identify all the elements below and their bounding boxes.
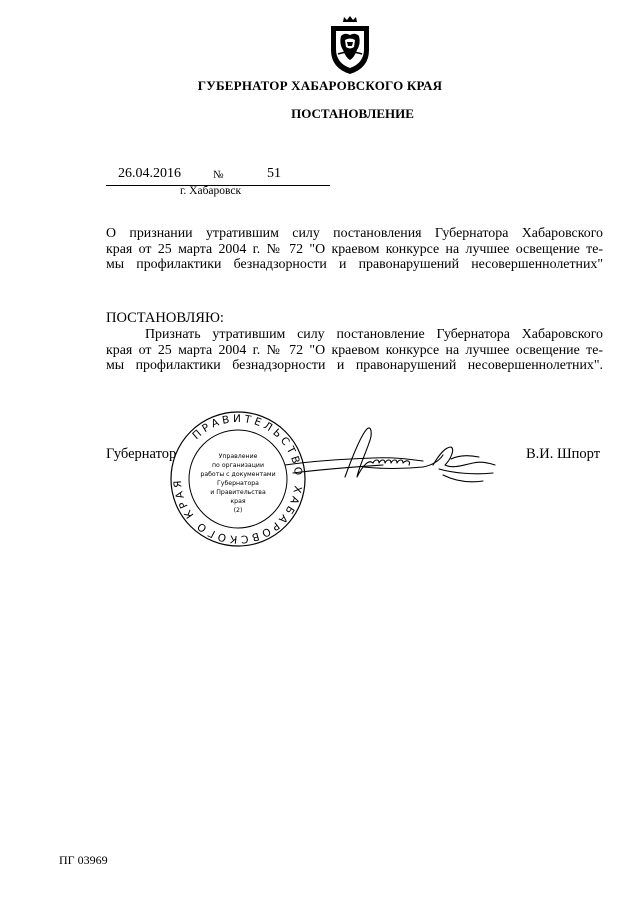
coat-of-arms-icon bbox=[327, 14, 373, 76]
stamp-text-line: по организации bbox=[212, 462, 264, 469]
stamp-text-line: работы с документами bbox=[200, 471, 276, 478]
stamp-text-line: и Правительства bbox=[210, 489, 266, 496]
city: г. Хабаровск bbox=[180, 185, 242, 197]
stamp-text-line: Управление bbox=[218, 453, 258, 460]
document-number: 51 bbox=[267, 166, 281, 181]
org-title: ГУБЕРНАТОР ХАБАРОВСКОГО КРАЯ bbox=[197, 78, 443, 93]
document-date: 26.04.2016 bbox=[118, 166, 181, 181]
stamp-text-line: края bbox=[230, 498, 246, 505]
subject-line: мы профилактики безнадзорности и правонарушений несовершеннолетних" bbox=[106, 257, 603, 272]
body-line: Признать утратившим силу постановление Губернатора Хабаровского bbox=[145, 327, 603, 342]
body-line: мы профилактики безнадзорности и правонарушений несовершеннолетних". bbox=[106, 358, 603, 373]
decree-label: ПОСТАНОВЛЯЮ: bbox=[106, 310, 224, 326]
stamp-text-line: (2) bbox=[233, 507, 243, 514]
signatory-position: Губернатор bbox=[106, 446, 177, 462]
stamp-text-line: Губернатора bbox=[217, 480, 259, 487]
doc-type-title: ПОСТАНОВЛЕНИЕ bbox=[291, 106, 414, 121]
stamp-ring-text: ПРАВИТЕЛЬСТВО ХАБАРОВСКОГО КРАЯ bbox=[171, 412, 305, 546]
signatory-name: В.И. Шпорт bbox=[526, 446, 601, 462]
subject-line: О признании утратившим силу постановления Губернатора Хабаровского bbox=[106, 226, 603, 241]
subject-paragraph bbox=[106, 226, 603, 273]
body-line: края от 25 марта 2004 г. № 72 "О краевом конкурсе на лучшее освещение те- bbox=[106, 342, 603, 358]
handwritten-signature-icon bbox=[283, 425, 498, 490]
body-paragraph bbox=[106, 327, 603, 374]
footer-code: ПГ 03969 bbox=[59, 853, 108, 867]
date-number-line bbox=[106, 166, 330, 186]
number-label: № bbox=[213, 169, 224, 181]
subject-line: края от 25 марта 2004 г. № 72 "О краевом конкурсе на лучшее освещение те- bbox=[106, 241, 603, 257]
